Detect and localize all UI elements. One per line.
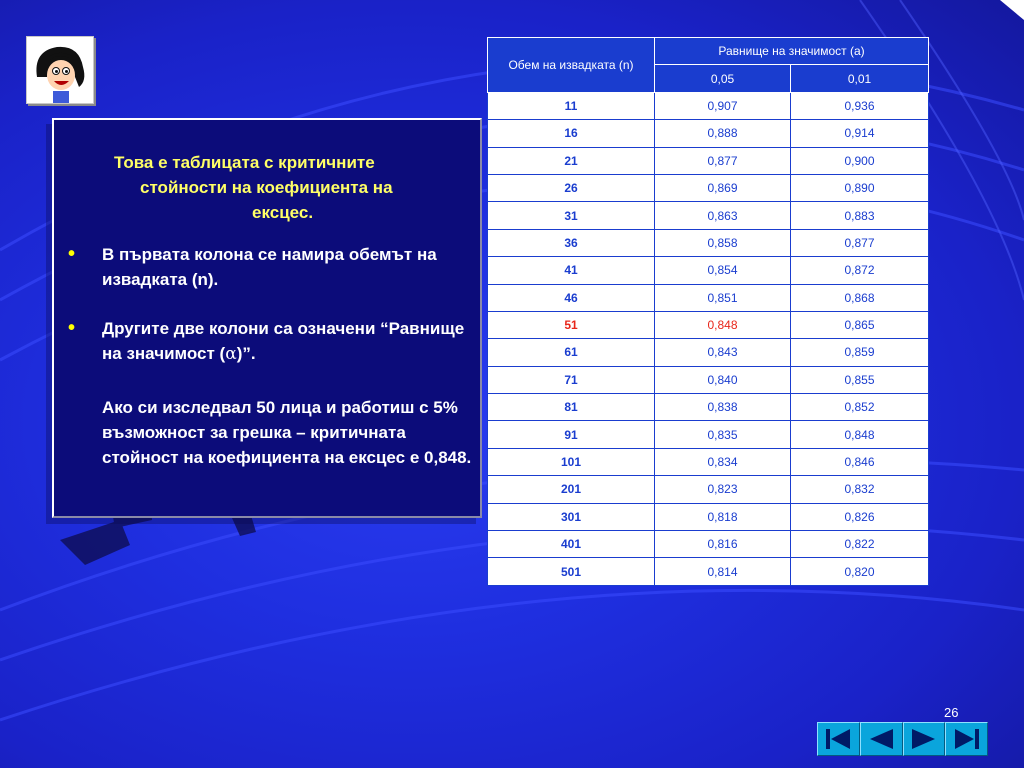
value-001-cell: 0,846 [791, 448, 929, 475]
value-005-cell: 0,858 [655, 229, 791, 256]
table-row [488, 202, 929, 229]
value-001-cell: 0,820 [791, 558, 929, 585]
table-row [488, 531, 929, 558]
value-005-cell: 0,869 [655, 174, 791, 201]
sample-size-cell: 71 [488, 366, 655, 393]
value-005-cell: 0,877 [655, 147, 791, 174]
slide-number: 26 [944, 705, 959, 720]
value-001-cell: 0,865 [791, 311, 929, 338]
sample-size-cell: 46 [488, 284, 655, 311]
value-001-cell: 0,872 [791, 257, 929, 284]
table-row [488, 339, 929, 366]
value-001-cell: 0,848 [791, 421, 929, 448]
sample-size-cell: 101 [488, 448, 655, 475]
sample-size-cell: 16 [488, 120, 655, 147]
table-row [488, 476, 929, 503]
table-row [488, 174, 929, 201]
value-005-cell: 0,840 [655, 366, 791, 393]
sample-size-cell: 301 [488, 503, 655, 530]
alpha-symbol: α [225, 344, 237, 364]
value-001-cell: 0,852 [791, 394, 929, 421]
value-001-cell: 0,883 [791, 202, 929, 229]
bullet-dot-icon: • [68, 243, 76, 265]
sample-size-cell: 51 [488, 311, 655, 338]
table-row [488, 284, 929, 311]
value-005-cell: 0,843 [655, 339, 791, 366]
value-001-cell: 0,868 [791, 284, 929, 311]
value-005-cell: 0,851 [655, 284, 791, 311]
table-row [488, 366, 929, 393]
sample-size-cell: 61 [488, 339, 655, 366]
value-005-cell: 0,848 [655, 311, 791, 338]
value-001-cell: 0,859 [791, 339, 929, 366]
bullet-dot-icon: • [68, 317, 76, 339]
sample-size-cell: 31 [488, 202, 655, 229]
value-001-cell: 0,877 [791, 229, 929, 256]
cartoon-girl-mascot-icon [26, 36, 94, 104]
intro-line: стойности на коефициента на [140, 178, 393, 197]
value-005-cell: 0,888 [655, 120, 791, 147]
sample-size-cell: 91 [488, 421, 655, 448]
table-row [488, 229, 929, 256]
table-row [488, 120, 929, 147]
sample-size-cell: 201 [488, 476, 655, 503]
value-005-cell: 0,907 [655, 92, 791, 119]
value-001-cell: 0,914 [791, 120, 929, 147]
value-005-cell: 0,818 [655, 503, 791, 530]
value-001-cell: 0,900 [791, 147, 929, 174]
example-paragraph: Ако си изследвал 50 лица и работиш с 5% възможност за грешка – критичната стойност на коефициента на ексцес е 0,848. [102, 398, 472, 467]
table-row [488, 394, 929, 421]
explanation-panel [52, 118, 482, 518]
skip-to-start-icon [823, 727, 853, 751]
intro-text [114, 150, 444, 225]
value-005-cell: 0,854 [655, 257, 791, 284]
triangle-right-icon [909, 727, 939, 751]
critical-values-table [487, 37, 929, 586]
last-slide-button[interactable] [945, 722, 988, 756]
sample-size-cell: 41 [488, 257, 655, 284]
skip-to-end-icon [952, 727, 982, 751]
table-row [488, 92, 929, 119]
sample-size-cell: 11 [488, 92, 655, 119]
bullet-text-before: Другите две колони са означени “Равнище на значимост ( [102, 319, 465, 363]
slide-navigation [817, 722, 988, 756]
header-sample-size: Обем на извадката (n) [488, 38, 655, 93]
table-row [488, 503, 929, 530]
first-slide-button[interactable] [817, 722, 860, 756]
sample-size-cell: 36 [488, 229, 655, 256]
value-001-cell: 0,890 [791, 174, 929, 201]
sample-size-cell: 26 [488, 174, 655, 201]
bullet-text-after: )”. [236, 344, 256, 363]
header-col-001: 0,01 [791, 65, 929, 92]
bullet-text [102, 316, 477, 367]
value-005-cell: 0,816 [655, 531, 791, 558]
next-slide-button[interactable] [903, 722, 946, 756]
sample-size-cell: 501 [488, 558, 655, 585]
value-001-cell: 0,936 [791, 92, 929, 119]
sample-size-cell: 401 [488, 531, 655, 558]
critical-values-table-wrapper [487, 37, 929, 586]
value-005-cell: 0,838 [655, 394, 791, 421]
value-001-cell: 0,832 [791, 476, 929, 503]
value-001-cell: 0,826 [791, 503, 929, 530]
table-row [488, 558, 929, 585]
table-row [488, 311, 929, 338]
value-005-cell: 0,834 [655, 448, 791, 475]
value-005-cell: 0,835 [655, 421, 791, 448]
value-001-cell: 0,855 [791, 366, 929, 393]
intro-line: Това е таблицата с критичните [114, 153, 375, 172]
value-001-cell: 0,822 [791, 531, 929, 558]
header-significance-level: Равнище на значимост (a) [655, 38, 929, 65]
value-005-cell: 0,863 [655, 202, 791, 229]
sample-size-cell: 21 [488, 147, 655, 174]
triangle-left-icon [866, 727, 896, 751]
value-005-cell: 0,823 [655, 476, 791, 503]
table-row [488, 257, 929, 284]
intro-line: ексцес. [252, 203, 314, 222]
previous-slide-button[interactable] [860, 722, 903, 756]
table-row [488, 448, 929, 475]
table-row [488, 147, 929, 174]
table-body [488, 92, 929, 585]
value-005-cell: 0,814 [655, 558, 791, 585]
header-col-005: 0,05 [655, 65, 791, 92]
sample-size-cell: 81 [488, 394, 655, 421]
table-row [488, 421, 929, 448]
bullet-text: В първата колона се намира обемът на извадката (n). [102, 245, 437, 289]
